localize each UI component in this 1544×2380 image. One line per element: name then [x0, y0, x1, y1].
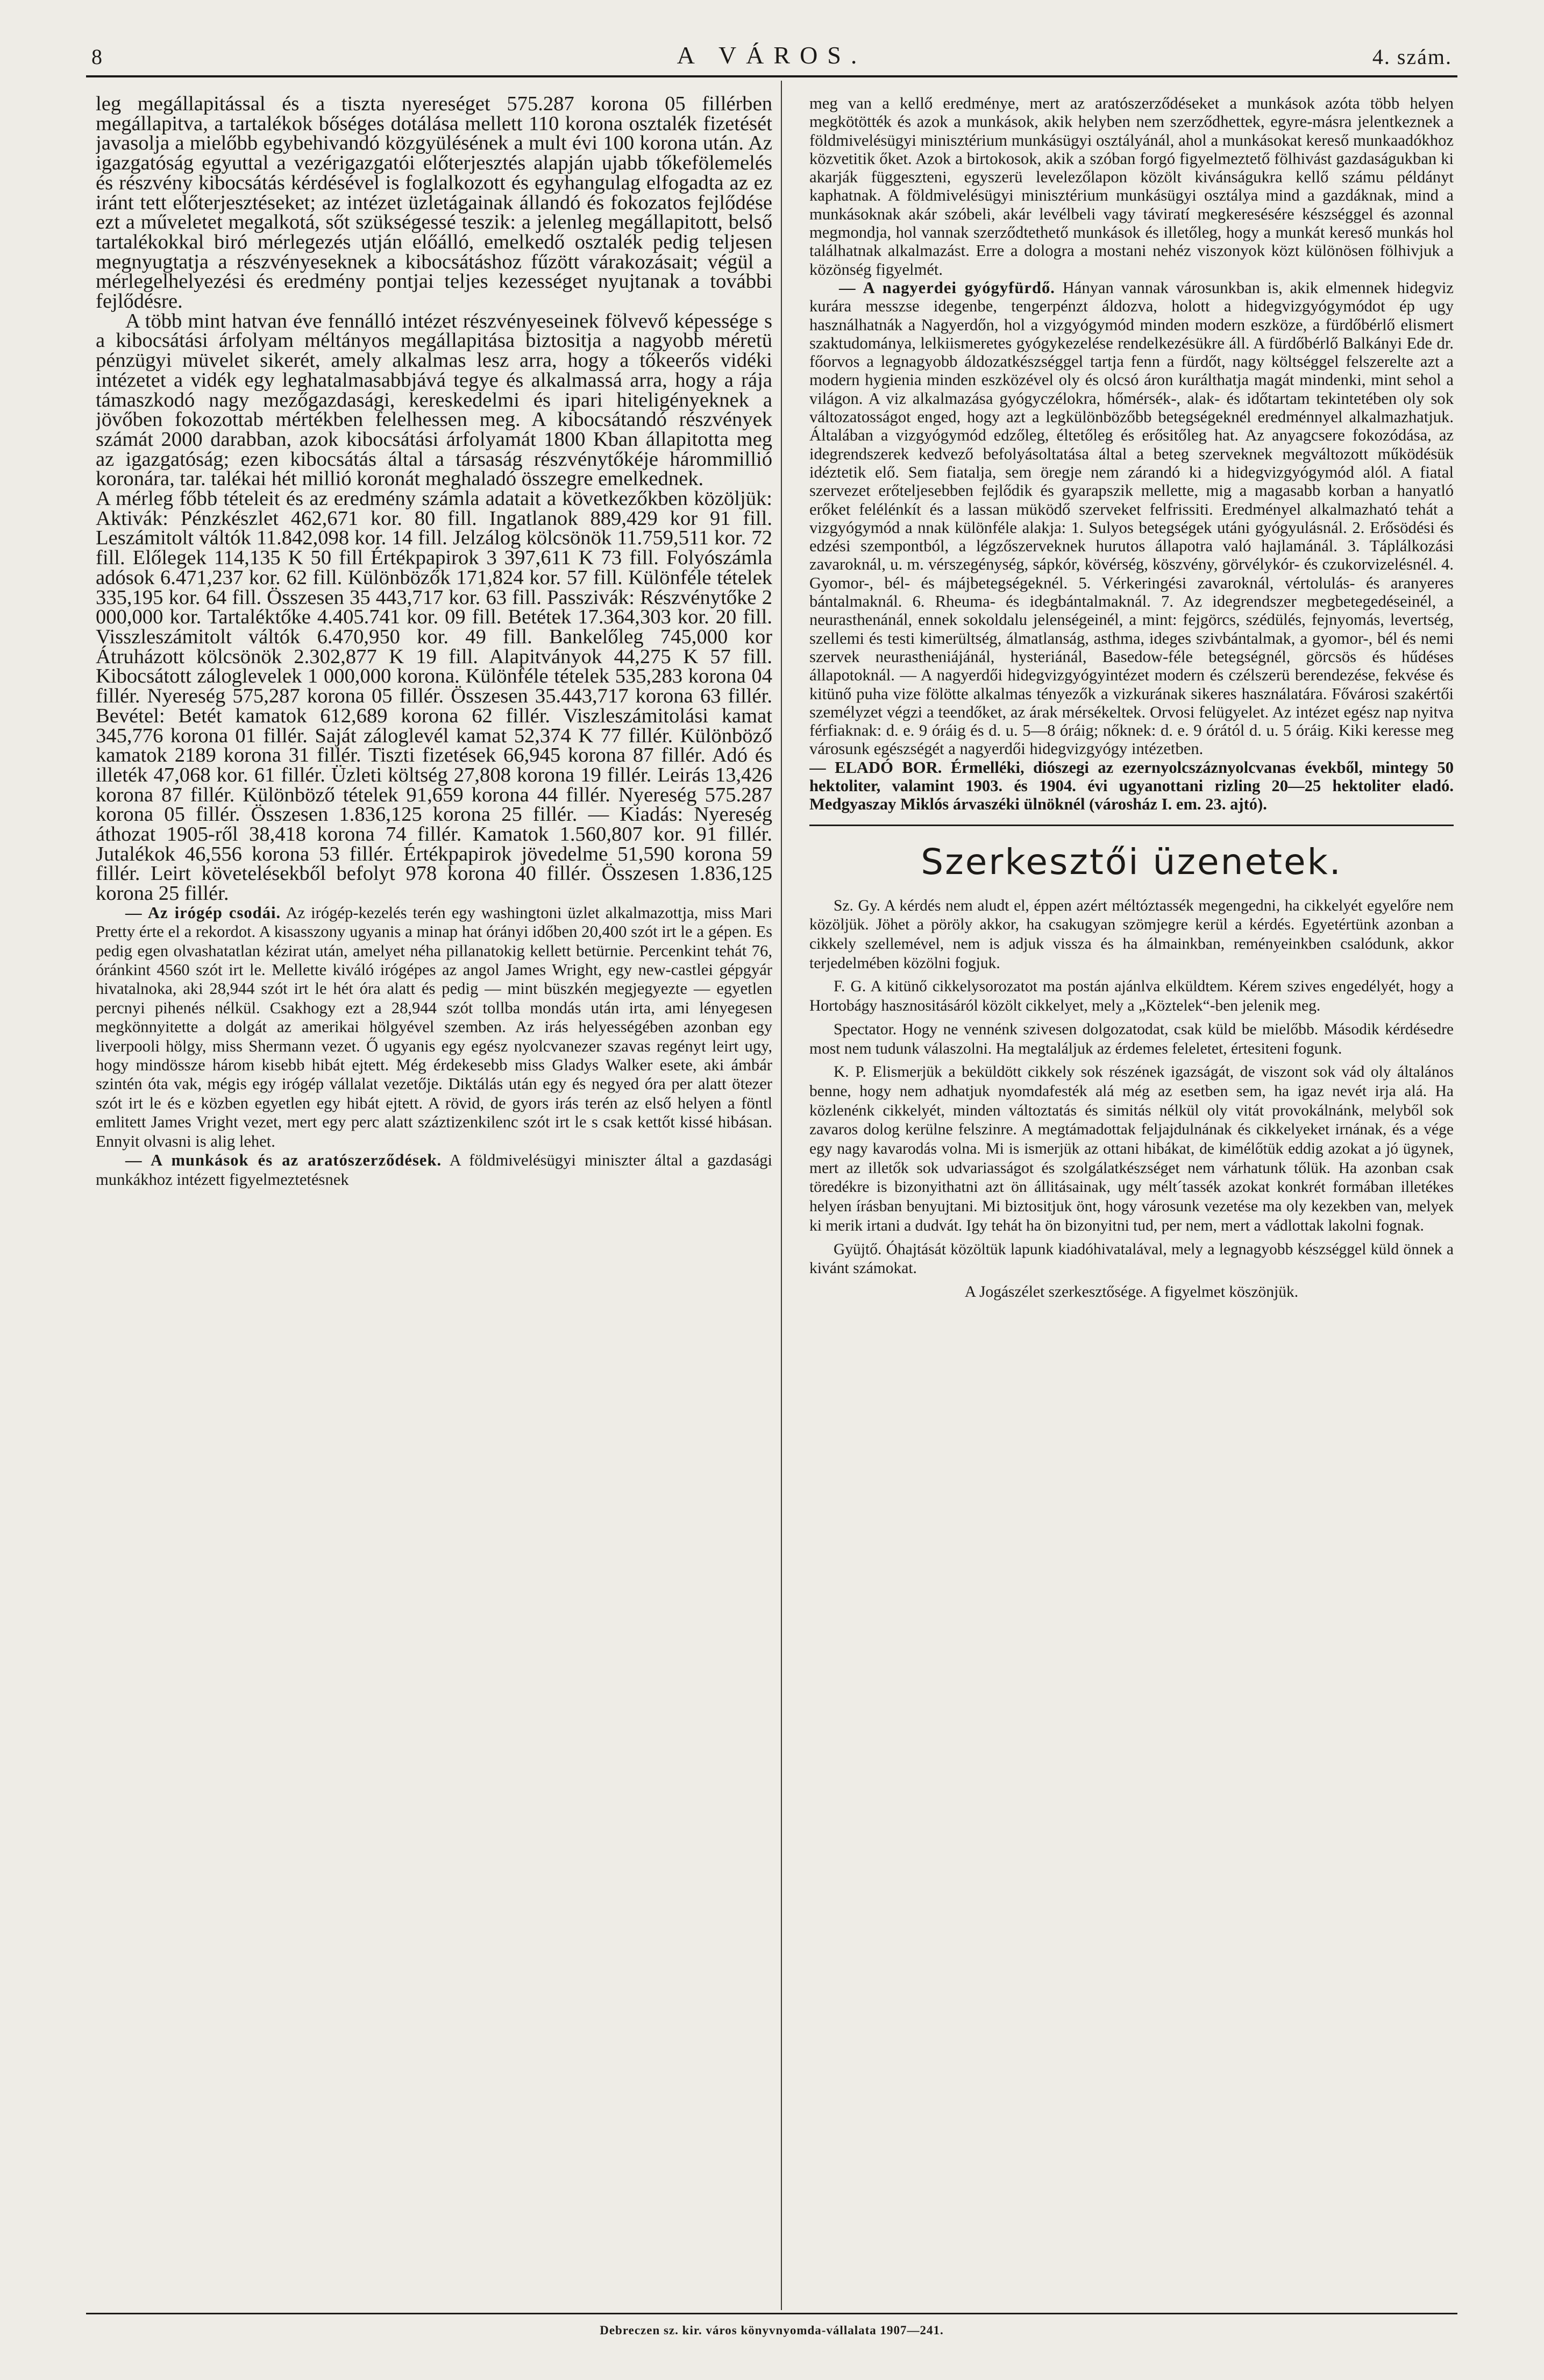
editor-note: Gyüjtő. Óhajtását közöltük lapunk kiadóhivatalával, mely a legnagyobb készséggel küld önnek a kivánt számokat. — [809, 1240, 1454, 1277]
workers-heading: — A munkások és az aratószerződések. — [125, 1151, 442, 1170]
workers-text: A földmivelésügyi miniszter által a gazdasági munkákhoz intézett figyelmeztetésnek — [96, 1151, 772, 1189]
editor-note: A Jogászélet szerkesztősége. A figyelmet köszönjük. — [964, 1283, 1299, 1301]
left-column — [96, 94, 772, 2305]
issue-number: 4. szám. — [1372, 45, 1452, 69]
report-paragraph-1: leg megállapitással és a tiszta nyereséget 575.287 korona 05 fillérben megállapitva, a tartalékok bőséges dotálása mellett 110 korona osztalék fizetését javasolja a mielőbb egybehivandó közgyülésének a mult évi 100 korona után. Az igazgatóság egyuttal a vezérigazgatói előterjesztés alapján ujabb tőkefölemelés és részvény kibocsátás kérdésével is foglalkozott és egyhangulag elfogadta az ez iránt tett előterjesztéseket; az intézet üzletágainak állandó és fokozatos fejlődése ezt a műveletet megalkotá, sőt szükségessé teszik: a jelenleg megállapitott, belső tartalékokkal biró mérlegezés utján előálló, emelkedő osztalék pedig teljesen megnyugtatja a részvényeseknek a kibocsátáshoz fűzött várakozásait; végül a mérlegelhelyezési és eredmény pontjai teljes kezességet nyujtanak a további fejlődésre. — [96, 94, 772, 313]
publication-title: A VÁROS. — [677, 41, 867, 69]
section-rule — [809, 825, 1454, 826]
editorial-messages-title: Szerkesztői üzenetek. — [921, 841, 1342, 883]
masthead — [91, 39, 1452, 71]
bath-article — [809, 279, 1454, 758]
wine-sale-notice: — ELADÓ BOR. Érmelléki, diószegi az ezernyolcszáznyolcvanas évekből, mintegy 50 hektoliter, valamint 1903. és 1904. évi ugyanottani rizling 20—25 hektoliter eladó. Medgyaszay Miklós árvaszéki ülnöknél (városház I. em. 23. ajtó). — [809, 758, 1454, 814]
editor-note: Sz. Gy. A kérdés nem aludt el, éppen azért méltóztassék megengedni, ha cikkelyét egyelőre nem közöljük. Jöhet a pöröly akkor, ha csakugyan szömjegre kerül a kérdés. Egyetértünk azonban a cikkely szellemével, nem is adjuk vissza és ha álmainkban, reményeinkben csalódunk, akkor terjedelmében közölni fogjuk. — [809, 897, 1454, 972]
typewriter-text: Az irógép-kezelés terén egy washingtoni üzlet alkalmazottja, miss Mari Pretty érte el a rekordot. A kisasszony ugyanis a minap hat órányi időben 20,400 szót irt le a gépen. Es pedig egen olvashatatlan kézirat után, amelyet néha pillanatokig kellett betürnie. Percenkint tehát 76, óránkint 4560 szót irt le. Mellette kiváló irógépes az angol James Wright, egy new-castlei gépgyár hivatalnoka, aki 28,944 szót irt le hét óra alatt és pedig — mint büszkén megjegyezte — egyetlen percnyi pihenés nélkül. Csakhogy ezt a 28,944 szót tollba mondás után irta, ami lényegesen megkönnyitette a dolgát az amerikai hölgyével szemben. Az irás helyességében azonban egy liverpooli hölgy, miss Shermann vezet. Ő ugyanis egy egész nyolcvanezer szavas regényt leirt ugy, hogy mindössze három kisebb hibát ejtett. Még érdekesebb miss Gladys Walker esete, aki ámbár szintén óta vak, mégis egy irógép vállalat vezetője. Diktálás után egy és negyed óra per alatt ötezer szót irt le és e közben egyetlen egy hibát ejtett. A rövid, de gyors irás terén az első helyen a föntl emlitett James Vright vezet, mert egy perc alatt száztizenkilenc szót irt le s csak kettőt kissé hibásan. Ennyit olvasni is alig lehet. — [96, 903, 772, 1150]
workers-article — [96, 1151, 772, 1189]
column-divider — [781, 81, 782, 2310]
bath-heading: — A nagyerdei gyógyfürdő. — [839, 278, 1055, 297]
editor-note: F. G. A kitünő cikkelysorozatot ma postán ajánlva elküldtem. Kérem szives engedélyét, hogy a Hortobágy hasznositásáról közölt cikkelyet, mely a „Köztelek“-ben jelenik meg. — [809, 978, 1454, 1015]
printer-imprint: Debreczen sz. kir. város könyvnyomda-vállalata 1907—241. — [600, 2324, 944, 2337]
page-number: 8 — [91, 45, 103, 69]
bath-text: Hányan vannak városunkban is, akik elmennek hidegviz kurára messzse idegenbe, tengerpénzt áldozva, holott a hidegvizgyógymódot ép ugy használhatnák a Nagyerdőn, hol a vizgyógymód minden modern eszköze, a fürdőbérlő elismert szaktudománya, lelkiismeretes gyógykezelése rendelkezésükre áll. A fürdőbérlő Balkányi Ede dr. főorvos a legnagyobb áldozatkészséggel tartja fenn a fürdőt, nagy költséggel felszerelte azt a modern hygienia minden eszközével oly és olcsó áron kurálthatja magát mindenki, mint sehol a világon. A viz alkalmazása gyógyczélokra, hőmérsék-, alak- és időtartam tekintetében oly sok változatosságot enged, hogy azt a legkülönbözőbb betegségeknél eredménnyel alkalmazhatjuk. Általában a vizgyógymód edzőleg, éltetőleg és erősitőleg hat. Az anyagcsere fokozódása, az idegrendszerek kedvező befolyásoltatása által a beteg szerveknek megváltozott működésük idéztetik elő. Sem fiatalja, sem öregje nem zárandó ki a hidegvizgyógymód alól. A fiatal szervezet erőteljesebben fejlődik és gyarapszik mellette, mig a magasabb korban a hanyatló erőket felélénkít és a lassan müködő szerveket felfrissiti. Eredményel alkalmazható tehát a vizgyógymód a nnak különféle alakja: 1. Sulyos betegségek utáni gyógyulásnál. 2. Erősödési és edzési szempontból, a légzőszerveknek hurutos állapotra való hajlamánál. 3. Táplálkozási zavaroknál, u. m. vérszegénység, sápkór, kövérség, köszvény, görvélykór- és czukorvizelésnél. 4. Gyomor-, bél- és májbetegségeknél. 5. Vérkeringési zavaroknál, vértolulás- és aranyeres bántalmaknál. 6. Rheuma- és idegbántalmaknál. 7. Az idegrendszer megbetegedéseinél, a neurasthenánál, ennek sokoldalu jelenségeinél, a mint: fejgörcs, szédülés, fejnyomás, levertség, szellemi és testi kimerültség, álmatlanság, asthma, ideges szivbántalmak, a gyomor-, bél és nemi szervek neurastheniájánál, hysteriánál, Basedow-féle betegségnél, görcsös és hűdéses állapotoknál. — A nagyerdői hidegvizgyógyintézet modern és czélszerü berendezése, fekvése és kitünő puha vize fölötte alkalmas tényezők a vizkurának sikeres használatára. Fővárosi szakértői személyzet végzi a teendőket, az árak mérsékeltek. Orvosi felügyelet. Az intézet egész nap nyitva férfiaknak: d. e. 9 óráig és d. u. 5—8 óráig; nőknek: d. e. 9 órától d. u. 5 óráig. Kiki keresse meg városunk egészségét a nagyerdői hidegvizgyógy intézetben. — [809, 278, 1454, 758]
editor-note: K. P. Elismerjük a beküldött cikkely sok részének igazságát, de viszont sok vád oly általános benne, hogy nem adhatjuk nyomdafesték alá még az esetben sem, ha igaz nevét irja alá. Ha közlenénk cikkelyét, minden változtatás és simitás nélkül oly vitát provokálnánk, melyből sok zavaros dolog kerülne felszinre. A megtámadottak feljajdulnának és cikkelyeket irnának, és a vége egy nagy kavarodás volna. Mi is ismerjük az ottani hibákat, de kimélőtük eddig azokat a jó ügynek, mert az illetők sok udvariasságot és szolgálatkészséget nem várhatunk tőlük. Ha azonban csak töredékre is bizonyithatni azt ön állitásainak, ugy mélt´tassék azokat konkrét formában illetékes helyen írásban benyujtani. Mi biztositjuk önt, hogy városunk vezetése ma oly kezekben van, melyek ki merik irtani a dudvát. Igy tehát ha ön bizonyitni tud, per nem, mert a vádlottak lakolni fognak. — [809, 1063, 1454, 1234]
report-paragraph-3: A mérleg főbb tételeit és az eredmény számla adatait a következőkben közöljük: Aktivák: Pénzkészlet 462,671 kor. 80 fill. Ingatlanok 889,429 kor 91 fill. Leszámitolt váltók 11.842,098 kor. 14 fill. Jelzálog kölcsönök 11.759,511 kor. 72 fill. Előlegek 114,135 K 50 fill Értékpapirok 3 397,611 K 73 fill. Folyószámla adósok 6.471,237 kor. 62 fill. Különbözők 171,824 kor. 57 fill. Különféle tételek 335,195 kor. 64 fill. Összesen 35 443,717 kor. 63 fill. Passzivák: Részvénytőke 2 000,000 kor. Tartaléktőke 4.405.741 kor. 09 fill. Betétek 17.364,303 kor. 20 fill. Visszleszámitolt váltók 6.470,950 kor. 49 fill. Bankelőleg 745,000 kor Átruházott kölcsönök 2.302,877 K 19 fill. Alapitványok 44,275 K 57 fill. Kibocsátott záloglevelek 1 000,000 korona. Különféle tételek 535,283 korona 04 fillér. Nyereség 575,287 korona 05 fillér. Összesen 35.443,717 korona 63 fillér. Bevétel: Betét kamatok 612,689 korona 62 fillér. Viszleszámitolási kamat 345,776 korona 01 fillér. Saját záloglevél kamat 52,374 K 77 fillér. Különböző kamatok 2189 korona 31 fillér. Tiszti fizetések 66,945 korona 87 fillér. Adó és illeték 47,068 kor. 61 fillér. Üzleti költség 27,808 korona 19 fillér. Leirás 13,426 korona 87 fillér. Különböző tételek 91,659 korona 44 fillér. Nyereség 575.287 korona 05 fillér. Összesen 1.836,125 korona 25 fillér. — Kiadás: Nyereség áthozat 1905-ről 38,418 korona 74 fillér. Kamatok 1.560,807 kor. 91 fillér. Jutalékok 46,556 korona 53 fillér. Értékpapirok jövedelme 51,590 korona 59 fillér. Leirt követelésekből befolyt 978 korona 40 fillér. Összesen 1.836,125 korona 25 fillér. — [96, 487, 772, 905]
typewriter-heading: — Az irógép csodái. — [125, 903, 281, 922]
report-paragraph-2: A több mint hatvan éve fennálló intézet részvényeseinek fölvevő képessége s a kibocsátási árfolyam méltányos megállapitása biztositja a nagyobb méretü pénzügyi müvelet sikerét, amely alkalmas lesz arra, hogy a tőkeerős vidéki intézetet a vidék egy leghatalmasabbjává tegye és alkalmassá arra, hogy a rája támaszkodó nagy mezőgazdasági, kereskedelmi és ipari hiteligényeknek a jövőben fokozottab mértékben felelhessen meg. A kibocsátandó részvények számát 2000 darabban, azok kibocsátási árfolyamát 1800 Kban állapitotta meg az igazgatóság; ezen kibocsátás által a társaság részvénytőkéje hárommillió koronára, tar. talékai hét millió koronát meghaladó összegre emelkednek. — [96, 309, 772, 491]
workers-continued: meg van a kellő eredménye, mert az aratószerződéseket a munkások azóta több helyen megkötötték és azok a munkások, akik helyben nem szerződhettek, egyre-másra jelentkeznek a földmivelésügyi minisztérium munkásügyi osztályánál, ahol a munkásokat kereső munkaadókhoz közvetitik őket. Azok a birtokosok, akik a szóban forgó figyelmeztető fölhivást gazdaságukban ki akarják függeszteni, egyszerü levelezőlapon közölt kivánságukra kellő számu példányt kaphatnak. A földmivelésügyi minisztérium munkásügyi osztálya mind a gazdáknak, mind a munkásoknak akár szóbeli, akár levélbeli vagy táviratí megkeresésére készséggel és azonnal megmondja, hol vannak szerződtethető munkások és illetőleg, hogy a munkát kereső munkás hol találhatnak alkalmazást. Erre a dologra a mostani nehéz viszonyok közt különösen fölhivjuk a közönség figyelmét. — [809, 94, 1454, 279]
right-column — [809, 94, 1454, 2305]
header-rule — [86, 75, 1457, 77]
typewriter-article — [96, 904, 772, 1151]
editor-note: Spectator. Hogy ne vennénk szivesen dolgozatodat, csak küld be mielőbb. Második kérdésedre most nem tudunk válaszolni. Ha megtaláljuk az érdemes feleletet, értesiteni fogunk. — [809, 1020, 1454, 1057]
footer-rule — [86, 2313, 1457, 2314]
